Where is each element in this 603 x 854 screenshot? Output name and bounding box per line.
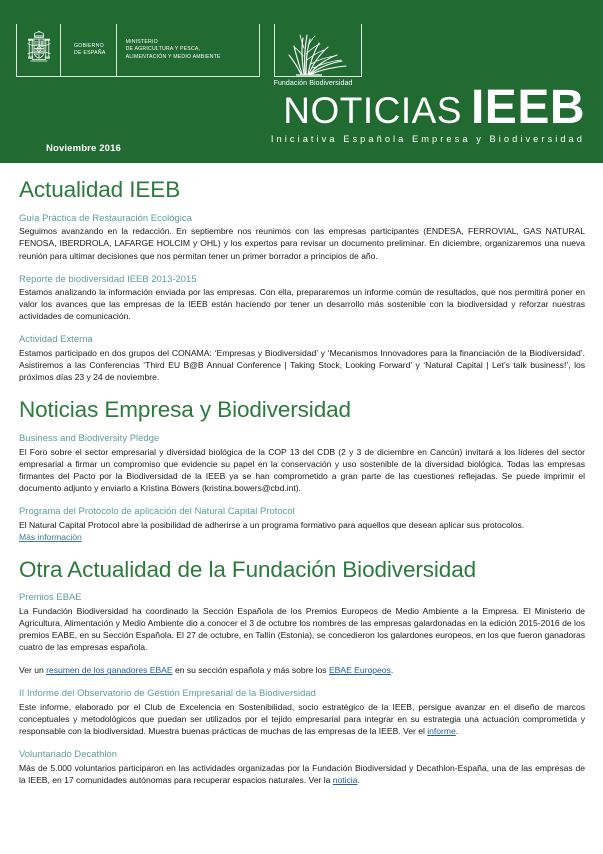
fundacion-label: Fundación Biodiversidad — [273, 80, 353, 87]
ministerio-line-1: MINISTERIO — [125, 38, 158, 45]
article-subtitle: II Informe del Observatorio de Gestión Empresarial de la Biodiversidad — [19, 687, 316, 699]
gobierno-line-1: GOBIERNO — [74, 43, 104, 49]
coat-of-arms-cell — [17, 24, 61, 76]
article-voluntariado-decathlon — [19, 748, 585, 786]
link-paragraph-pre: Ver un — [19, 665, 47, 676]
article-body — [19, 762, 585, 786]
section-title-otra-actualidad: Otra Actualidad de la Fundación Biodiversidad — [19, 556, 477, 582]
article-body — [19, 701, 585, 737]
section-title-actualidad-ieeb: Actualidad IEEB — [19, 177, 181, 202]
ministerio-line-3: ALIMENTACIÓN Y MEDIO AMBIENTE — [125, 53, 221, 60]
article-subtitle: Reporte de biodiversidad IEEB 2013-2015 — [19, 272, 197, 284]
article-body: Seguimos avanzando en la redacción. En septiembre nos reunimos con las empresas participantes (ENDESA, FERROVIAL, GAS NATURAL FENOSA, IBERDROLA, LAFARGE HOLCIM y OHL) y los expertos para revisar un documento preliminar. En diciembre, organizaremos una nueva reunión para ultimar decisiones que nos permitan tener un primer borrador a principios de año. — [19, 226, 585, 261]
article-body: Estamos analizando la información enviada por las empresas. Con ella, prepararemos un informe común de resultados, que nos permitirá poner en valor los avances que las empresas de la IEEB están haciendo por tener un desarrollo más sostenible con la biodiversidad y reforzar nuestras actividades de comunicación. — [19, 287, 585, 322]
article-subtitle: Voluntariado Decathlon — [19, 748, 118, 760]
article-guia-practica — [19, 212, 585, 262]
link-paragraph-post: . — [390, 665, 394, 676]
article-natural-capital-protocol — [19, 505, 585, 543]
informe-link[interactable]: informe — [427, 726, 456, 737]
spanish-coat-of-arms-icon — [24, 30, 54, 70]
article-body-text: Este informe, elaborado por el Club de Excelencia en Sostenibilidad, socio estratégico de la IEEB, persigue avanzar en el diseño de marcos conceptuales y metodológicos que puedan ser utilizados por el tejido empresarial para integrar en su estrategia una actuación comprometida y responsable con la biodiversidad. Muestra buenas prácticas de muchas de las empresas de la IEEB. Ver el — [19, 702, 585, 737]
gobierno-line-2: DE ESPAÑA — [74, 50, 106, 56]
article-subtitle: Programa del Protocolo de aplicación del Natural Capital Protocol — [19, 504, 295, 516]
ministerio-text — [126, 39, 221, 61]
article-ii-informe-observatorio — [19, 687, 585, 737]
article-body: El Foro sobre el sector empresarial y diversidad biológica de la COP 13 del CDB (2 y 3 de diciembre en Cancún) invitará a los líderes del sector empresarial a firmar un compromiso que evidencie su papel en la conservación y uso sostenible de la diversidad biológica. Todas las empresas firmantes del Pacto por la Biodiversidad de la IEEB ya se han comprometido a gran parte de las cuestiones reflejadas. Se puede imprimir el documento adjunto y enviarlo a Kristina Bowers (kristina.bowers@cbd.int). — [19, 446, 585, 493]
article-subtitle: Guía Práctica de Restauración Ecológica — [19, 211, 192, 223]
fundacion-biodiversidad-logo — [274, 24, 364, 87]
gobierno-text — [74, 43, 106, 57]
article-body: Estamos participado en dos grupos del CONAMA: ‘Empresas y Biodiversidad’ y ‘Mecanismos Innovadores para la financiación de la Biodiversidad’. Asistiremos a las Conferencias ‘Third EU B@B Annual Conference | Taking Stock, Looking Forward’ y ‘Natural Capital | Let’s talk business!’, los próximos días 23 y 24 de noviembre. — [19, 348, 585, 383]
article-body: La Fundación Biodiversidad ha coordinado la Sección Española de los Premios Europeos de Medio Ambiente a la Empresa. El Ministerio de Agricultura, Alimentación y Medio Ambiente dio a conocer el 3 de octubre los nombres de las empresas galardonadas en la edición 2015-2016 de los premios EABE, en su Sección Española. El 27 de octubre, en Tallín (Estonia), se concedieron los galardones europeos, en los que fueron ganadoras cuatro de las empresas española. — [19, 606, 585, 653]
article-actividad-externa — [19, 333, 585, 383]
resumen-ganadores-ebae-link[interactable]: resumen de los ganadores EBAE — [46, 665, 173, 676]
masthead-subtitle: Iniciativa Española Empresa y Biodiversidad — [270, 134, 585, 145]
article-business-pledge — [19, 432, 585, 494]
gobierno-de-espana-logo — [16, 24, 117, 77]
article-premios-ebae — [19, 591, 585, 653]
newsletter-content — [0, 178, 603, 786]
article-body — [19, 519, 585, 543]
grass-plant-icon — [282, 30, 354, 76]
ministerio-line-2: DE AGRICULTURA Y PESCA, — [125, 46, 201, 53]
gobierno-text-cell — [61, 24, 116, 76]
article-body-text: El Natural Capital Protocol abre la posibilidad de adherirse a un programa formativo para aquellos que desean aplicar sus protocolos. — [19, 519, 525, 530]
ebae-europeos-link[interactable]: EBAE Europeos — [328, 665, 391, 676]
noticia-link[interactable]: noticia — [332, 774, 358, 785]
article-reporte-biodiversidad — [19, 273, 585, 323]
masthead-noticias: NOTICIAS — [283, 90, 462, 131]
link-paragraph-mid: en su sección española y más sobre los — [172, 665, 329, 676]
masthead-ieeb: IEEB — [470, 81, 585, 134]
section-title-noticias-empresa: Noticias Empresa y Biodiversidad — [19, 397, 351, 423]
fundacion-logo-box — [274, 24, 362, 77]
mas-informacion-link[interactable]: Más información — [19, 531, 82, 542]
logo-strip — [16, 24, 364, 87]
issue-date: Noviembre 2016 — [46, 143, 121, 154]
ministerio-logo — [117, 24, 260, 77]
ebae-links-paragraph — [19, 664, 585, 676]
article-subtitle: Premios EBAE — [19, 591, 82, 603]
ministerio-text-cell — [117, 24, 259, 76]
newsletter-header — [0, 0, 603, 163]
article-subtitle: Actividad Externa — [19, 333, 93, 345]
article-body-post: . — [357, 774, 360, 785]
article-body-post: . — [455, 726, 459, 737]
article-subtitle: Business and Biodiversity Pledge — [19, 431, 160, 443]
article-body-text: Más de 5.000 voluntarios participaron en las actividades organizadas por la Fundación Biodiversidad y Decathlon-España, una de las empresas de la IEEB, en 17 comunidades autónomas para recuperar espacios naturales. Ver la — [19, 762, 585, 785]
